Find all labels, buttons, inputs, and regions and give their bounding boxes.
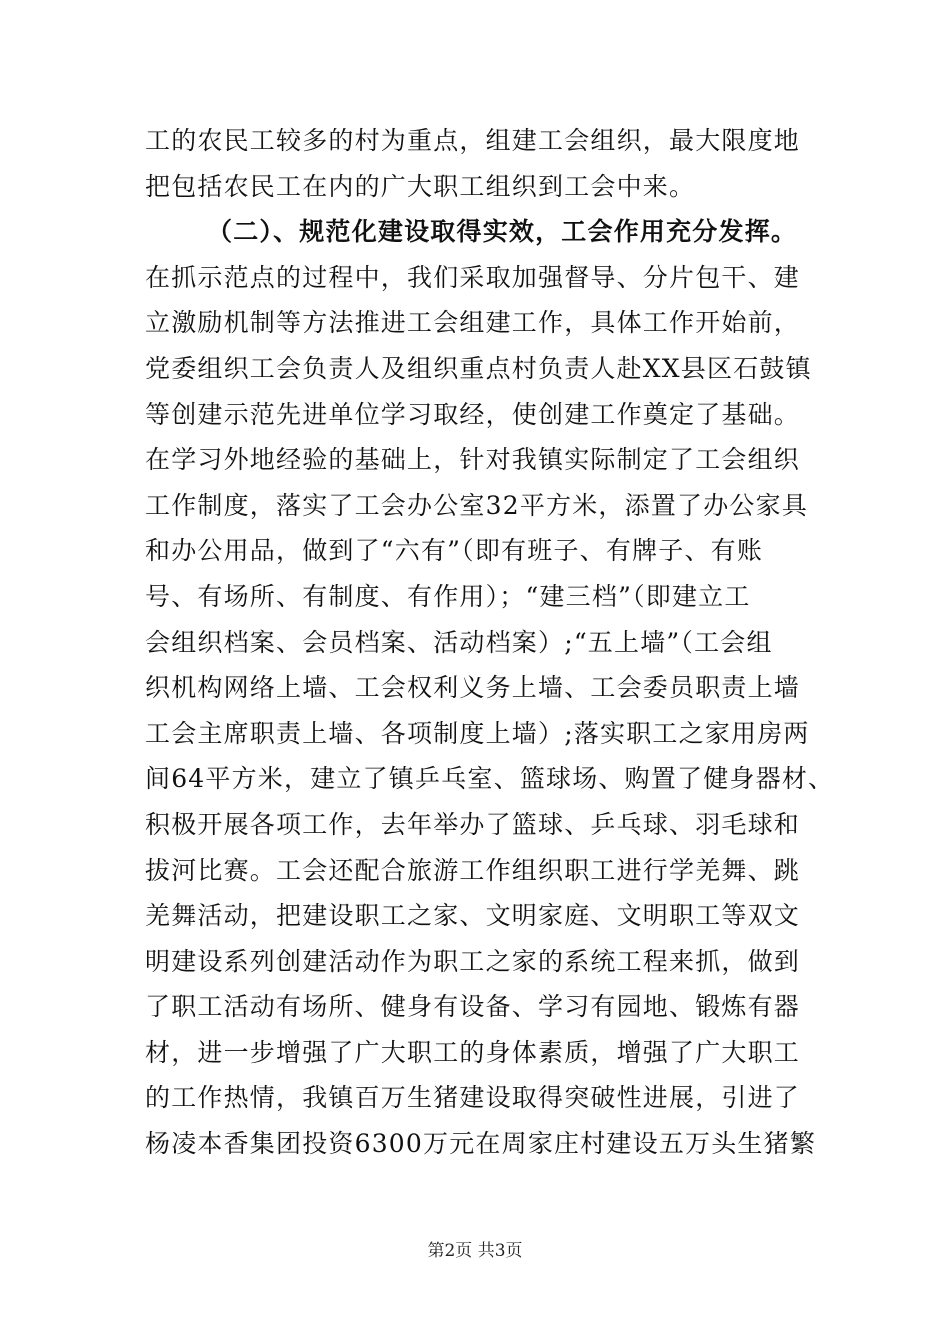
text-line: 立激励机制等方法推进工会组建工作，具体工作开始前， <box>145 308 801 338</box>
text-line: 工会主席职责上墙、各项制度上墙）;落实职工之家用房两 <box>145 718 810 748</box>
section-heading: （二）、规范化建设取得实效，工会作用充分发挥。 <box>207 217 798 247</box>
text-line: 在学习外地经验的基础上，针对我镇实际制定了工会组织 <box>145 445 801 475</box>
body-text <box>145 118 835 1167</box>
text-line: 会组织档案、会员档案、活动档案）;“五上墙”（工会组 <box>145 627 773 657</box>
text-line: 拔河比赛。工会还配合旅游工作组织职工进行学羌舞、跳 <box>145 855 801 885</box>
text-line: 把包括农民工在内的广大职工组织到工会中来。 <box>145 171 696 201</box>
text-line: 杨凌本香集团投资6300万元在周家庄村建设五万头生猪繁 <box>145 1129 817 1159</box>
text-line: 间64平方米，建立了镇乒乓室、篮球场、购置了健身器材、 <box>145 764 835 794</box>
text-line: 的工作热情，我镇百万生猪建设取得突破性进展，引进了 <box>145 1083 801 1113</box>
page-number-footer: 第2页 共3页 <box>427 1241 523 1261</box>
text-line: 了职工活动有场所、健身有设备、学习有园地、锻炼有器 <box>145 992 801 1022</box>
text-line: 在抓示范点的过程中，我们采取加强督导、分片包干、建 <box>145 262 801 292</box>
text-line: 明建设系列创建活动作为职工之家的系统工程来抓，做到 <box>145 946 801 976</box>
text-line: 和办公用品，做到了“六有”（即有班子、有牌子、有账 <box>145 536 764 566</box>
text-line: 工作制度，落实了工会办公室32平方米，添置了办公家具 <box>145 490 809 520</box>
text-line: 积极开展各项工作，去年举办了篮球、乒乓球、羽毛球和 <box>145 809 801 839</box>
text-line: 材，进一步增强了广大职工的身体素质，增强了广大职工 <box>145 1037 801 1067</box>
text-line: 党委组织工会负责人及组织重点村负责人赴XX县区石鼓镇 <box>145 353 812 383</box>
text-line: 织机构网络上墙、工会权利义务上墙、工会委员职责上墙 <box>145 673 801 703</box>
text-line: 工的农民工较多的村为重点，组建工会组织，最大限度地 <box>145 126 801 155</box>
text-line: 羌舞活动，把建设职工之家、文明家庭、文明职工等双文 <box>145 901 801 931</box>
text-line: 号、有场所、有制度、有作用）；“建三档”（即建立工 <box>145 581 751 611</box>
text-line: 等创建示范先进单位学习取经，使创建工作奠定了基础。 <box>145 399 801 429</box>
